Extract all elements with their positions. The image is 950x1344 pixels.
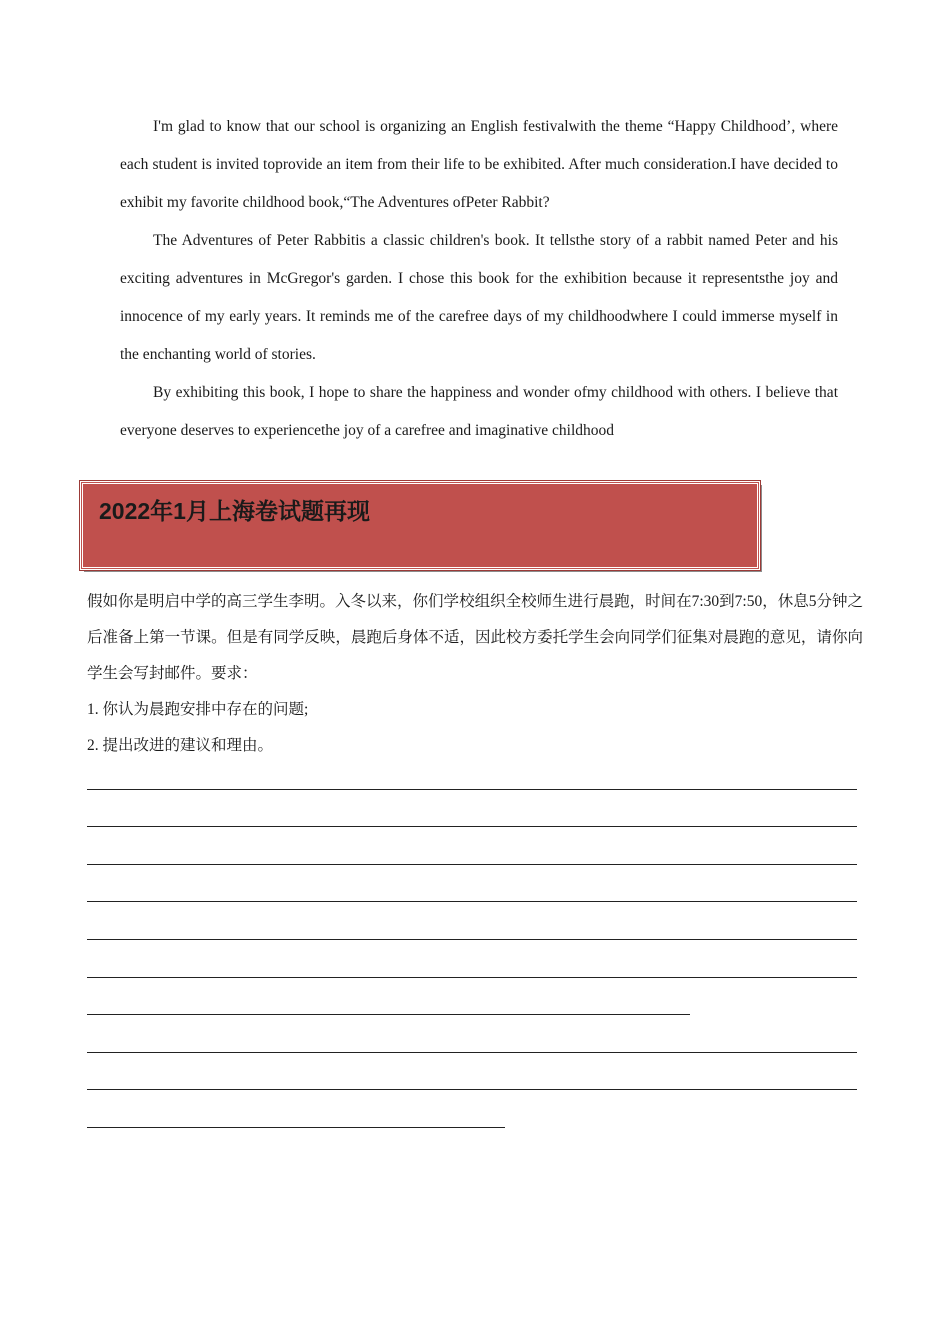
answer-area[interactable]	[87, 752, 857, 1128]
sample-essay	[120, 108, 838, 450]
answer-line[interactable]	[87, 1053, 857, 1091]
section-title: 2022年1月上海卷试题再现	[99, 498, 370, 524]
answer-line[interactable]	[87, 865, 857, 903]
answer-line[interactable]	[87, 790, 857, 828]
essay-paragraph-1: I'm glad to know that our school is organizing an English festivalwith the theme “Happy Childhood’, where each student is invited toprovide an item from their life to be exhibited. After much consideration.I have decided to exhibit my favorite childhood book,“The Adventures ofPeter Rabbit?	[120, 118, 838, 211]
banner-box	[80, 481, 760, 570]
answer-line[interactable]	[87, 978, 857, 1016]
answer-line[interactable]	[87, 902, 857, 940]
answer-line[interactable]	[87, 1015, 857, 1053]
answer-line[interactable]	[87, 752, 857, 790]
prompt-intro: 假如你是明启中学的高三学生李明。入冬以来，你们学校组织全校师生进行晨跑，时间在7:30到7:50，休息5分钟之后准备上第一节课。但是有同学反映，晨跑后身体不适，因此校方委托学生会向同学们征集对晨跑的意见，请你向学生会写封邮件。要求：	[87, 593, 863, 682]
essay-paragraph-3: By exhibiting this book, I hope to share the happiness and wonder ofmy childhood with others. I believe that everyone deserves to experiencethe joy of a carefree and imaginative childhood	[120, 384, 838, 439]
answer-line[interactable]	[87, 827, 857, 865]
prompt-requirement-1: 1. 你认为晨跑安排中存在的问题;	[87, 701, 309, 718]
section-banner	[80, 481, 760, 570]
essay-paragraph-2: The Adventures of Peter Rabbitis a classic children's book. It tellsthe story of a rabbit named Peter and his exciting adventures in McGregor's garden. I chose this book for the exhibition because it representsthe joy and innocence of my early years. It reminds me of the carefree days of my childhoodwhere I could immerse myself in the enchanting world of stories.	[120, 232, 838, 363]
prompt-requirement-2: 2. 提出改进的建议和理由。	[87, 737, 274, 754]
answer-line[interactable]	[87, 1090, 857, 1128]
writing-prompt	[87, 584, 863, 764]
answer-line[interactable]	[87, 940, 857, 978]
